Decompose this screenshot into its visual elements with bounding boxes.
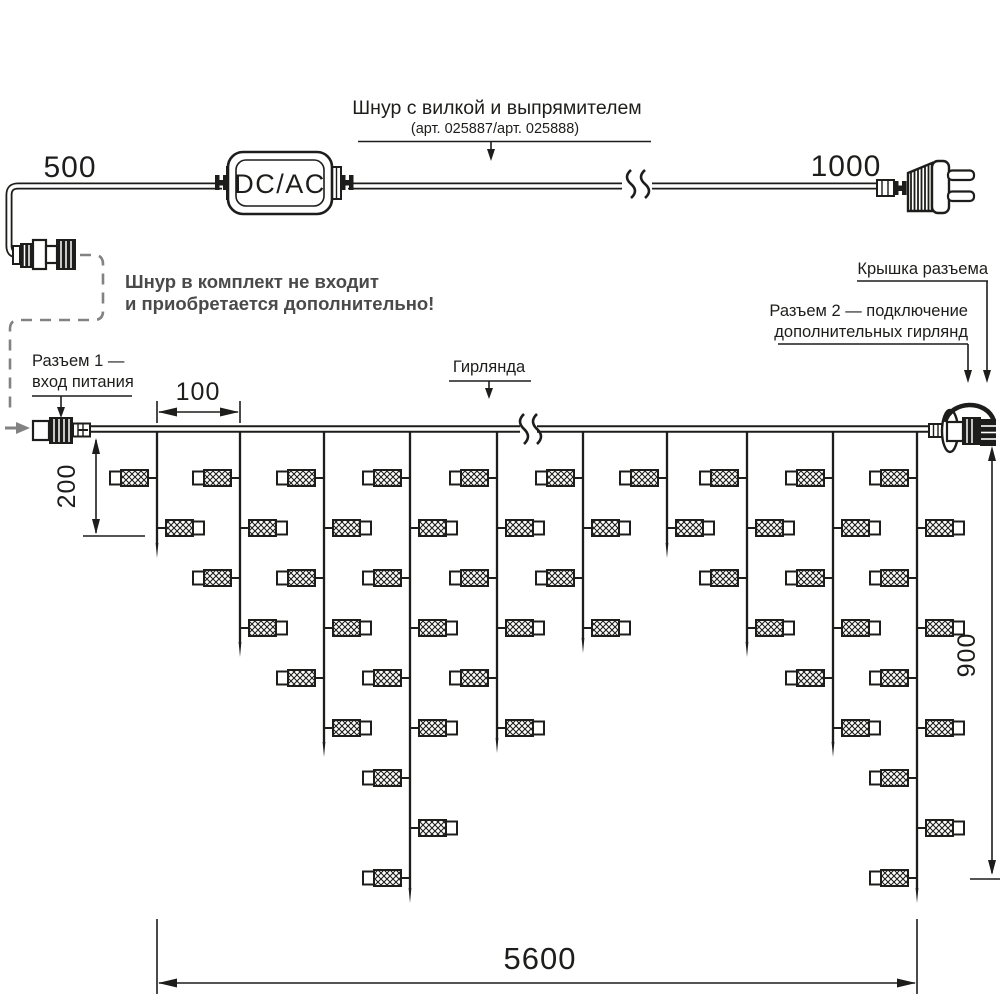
lamp-icon [667,520,714,536]
arrow-down-icon [485,388,493,399]
lamp-icon [536,570,583,586]
arrow-down-icon [57,407,65,418]
garland-break-icon [520,414,541,444]
lamp-icon [363,770,410,786]
lamp-icon [583,520,630,536]
connector1-callout [32,352,134,418]
plug-coupling-icon [877,180,907,196]
lamp-icon [700,570,747,586]
note-text [125,271,434,314]
garland-line [86,414,931,444]
power-cord-connector [13,239,76,270]
lamp-icon [833,620,880,636]
arrow-left-icon [158,408,177,417]
note-line1: Шнур в комплект не входит [125,271,379,292]
lamp-icon [870,470,917,486]
garland-drop [620,432,714,558]
drop-tip-icon [496,738,499,753]
lamp-icon [363,870,410,886]
garland-label: Гирлянда [452,358,526,376]
lamp-icon [497,520,544,536]
lamp-icon [157,520,204,536]
arrow-left-icon [158,979,177,988]
drop-tip-icon [409,888,412,903]
dim-100-label: 100 [175,378,221,406]
lamp-icon [786,470,833,486]
lamp-icon [193,470,240,486]
adapter-label: DC/AC [234,169,326,199]
drop-tip-icon [746,642,749,657]
power-plug [877,161,974,213]
power-cord [9,170,880,255]
dim-900-label: 900 [953,632,981,678]
lamp-icon [583,620,630,636]
connector2-line2: дополнительных гирлянд [774,323,968,341]
lamp-icon [870,570,917,586]
lamp-icon [786,570,833,586]
lamp-icon [786,670,833,686]
connector1-line1: Разъем 1 — [32,352,125,370]
cord-callout [352,97,651,161]
lamp-icon [240,520,287,536]
garland-drop [363,432,457,903]
garland-drop [536,432,630,653]
lamp-icon [240,620,287,636]
lamp-icon [193,570,240,586]
arrow-down-icon [92,519,100,534]
lamp-icon [277,670,324,686]
drop-tip-icon [582,638,585,653]
drop-tip-icon [832,742,835,757]
garland-callout [449,358,531,399]
garland-drops [110,432,964,903]
route-arrow-icon [5,422,30,434]
dim-1000-label: 1000 [810,150,882,183]
lamp-icon [410,620,457,636]
note-line2: и приобретается дополнительно! [125,293,435,314]
lamp-icon [700,470,747,486]
dashed-route [5,255,103,434]
lamp-icon [747,620,794,636]
lamp-icon [277,470,324,486]
garland-drop [786,432,880,757]
garland-drop [700,432,794,657]
arrow-right-icon [220,408,239,417]
adapter-right-coupling-icon [332,167,354,199]
lamp-icon [870,870,917,886]
lamp-icon [833,720,880,736]
arrow-down-icon [487,149,495,161]
cord-sublabel: (арт. 025887/арт. 025888) [410,121,580,137]
drop-tip-icon [916,888,919,903]
lamp-icon [324,620,371,636]
arrow-up-icon [988,446,996,461]
lamp-icon [497,720,544,736]
dim-200-label: 200 [53,463,81,509]
lamp-icon [620,470,667,486]
lamp-icon [324,720,371,736]
arrow-right-icon [897,979,916,988]
arrow-down-icon [983,370,991,383]
lamp-icon [410,820,457,836]
garland-end-connector [929,405,996,452]
lamp-icon [450,570,497,586]
lamp-icon [324,520,371,536]
garland-drop [450,432,544,753]
arrow-up-icon [92,438,100,454]
dim-5600 [157,919,917,994]
dim-100 [157,378,240,423]
lamp-icon [363,670,410,686]
garland-drop [277,432,371,757]
lamp-icon [363,570,410,586]
lamp-icon [870,670,917,686]
cord-label: Шнур с вилкой и выпрямителем [352,97,642,119]
drop-tip-icon [666,543,669,558]
drop-tip-icon [239,642,242,657]
dim-500-label: 500 [43,151,97,184]
dim-900 [953,446,1000,879]
lamp-icon [536,470,583,486]
lamp-icon [917,520,964,536]
lamp-icon [917,820,964,836]
lamp-icon [497,620,544,636]
connector2-line1: Разъем 2 — подключение [769,302,968,320]
cap-label: Крышка разъема [857,260,988,278]
drop-tip-icon [156,543,159,558]
lamp-icon [917,720,964,736]
lamp-icon [833,520,880,536]
cap-callout [857,260,991,383]
lamp-icon [110,470,157,486]
drop-tip-icon [323,742,326,757]
connector2-callout [769,302,972,383]
arrow-down-icon [988,860,996,875]
dim-5600-label: 5600 [503,941,577,976]
garland-start-connector [33,417,90,444]
arrow-down-icon [964,370,972,383]
garland-drop [193,432,287,657]
cord-break-icon [627,170,649,198]
lamp-icon [450,670,497,686]
connector1-line2: вход питания [32,373,134,391]
lamp-icon [277,570,324,586]
dc-ac-adapter [215,152,354,214]
lamp-icon [363,470,410,486]
lamp-icon [870,770,917,786]
garland-drop [870,432,964,903]
lamp-icon [450,470,497,486]
lamp-icon [410,720,457,736]
garland-drop [110,432,204,558]
lamp-icon [410,520,457,536]
lamp-icon [747,520,794,536]
